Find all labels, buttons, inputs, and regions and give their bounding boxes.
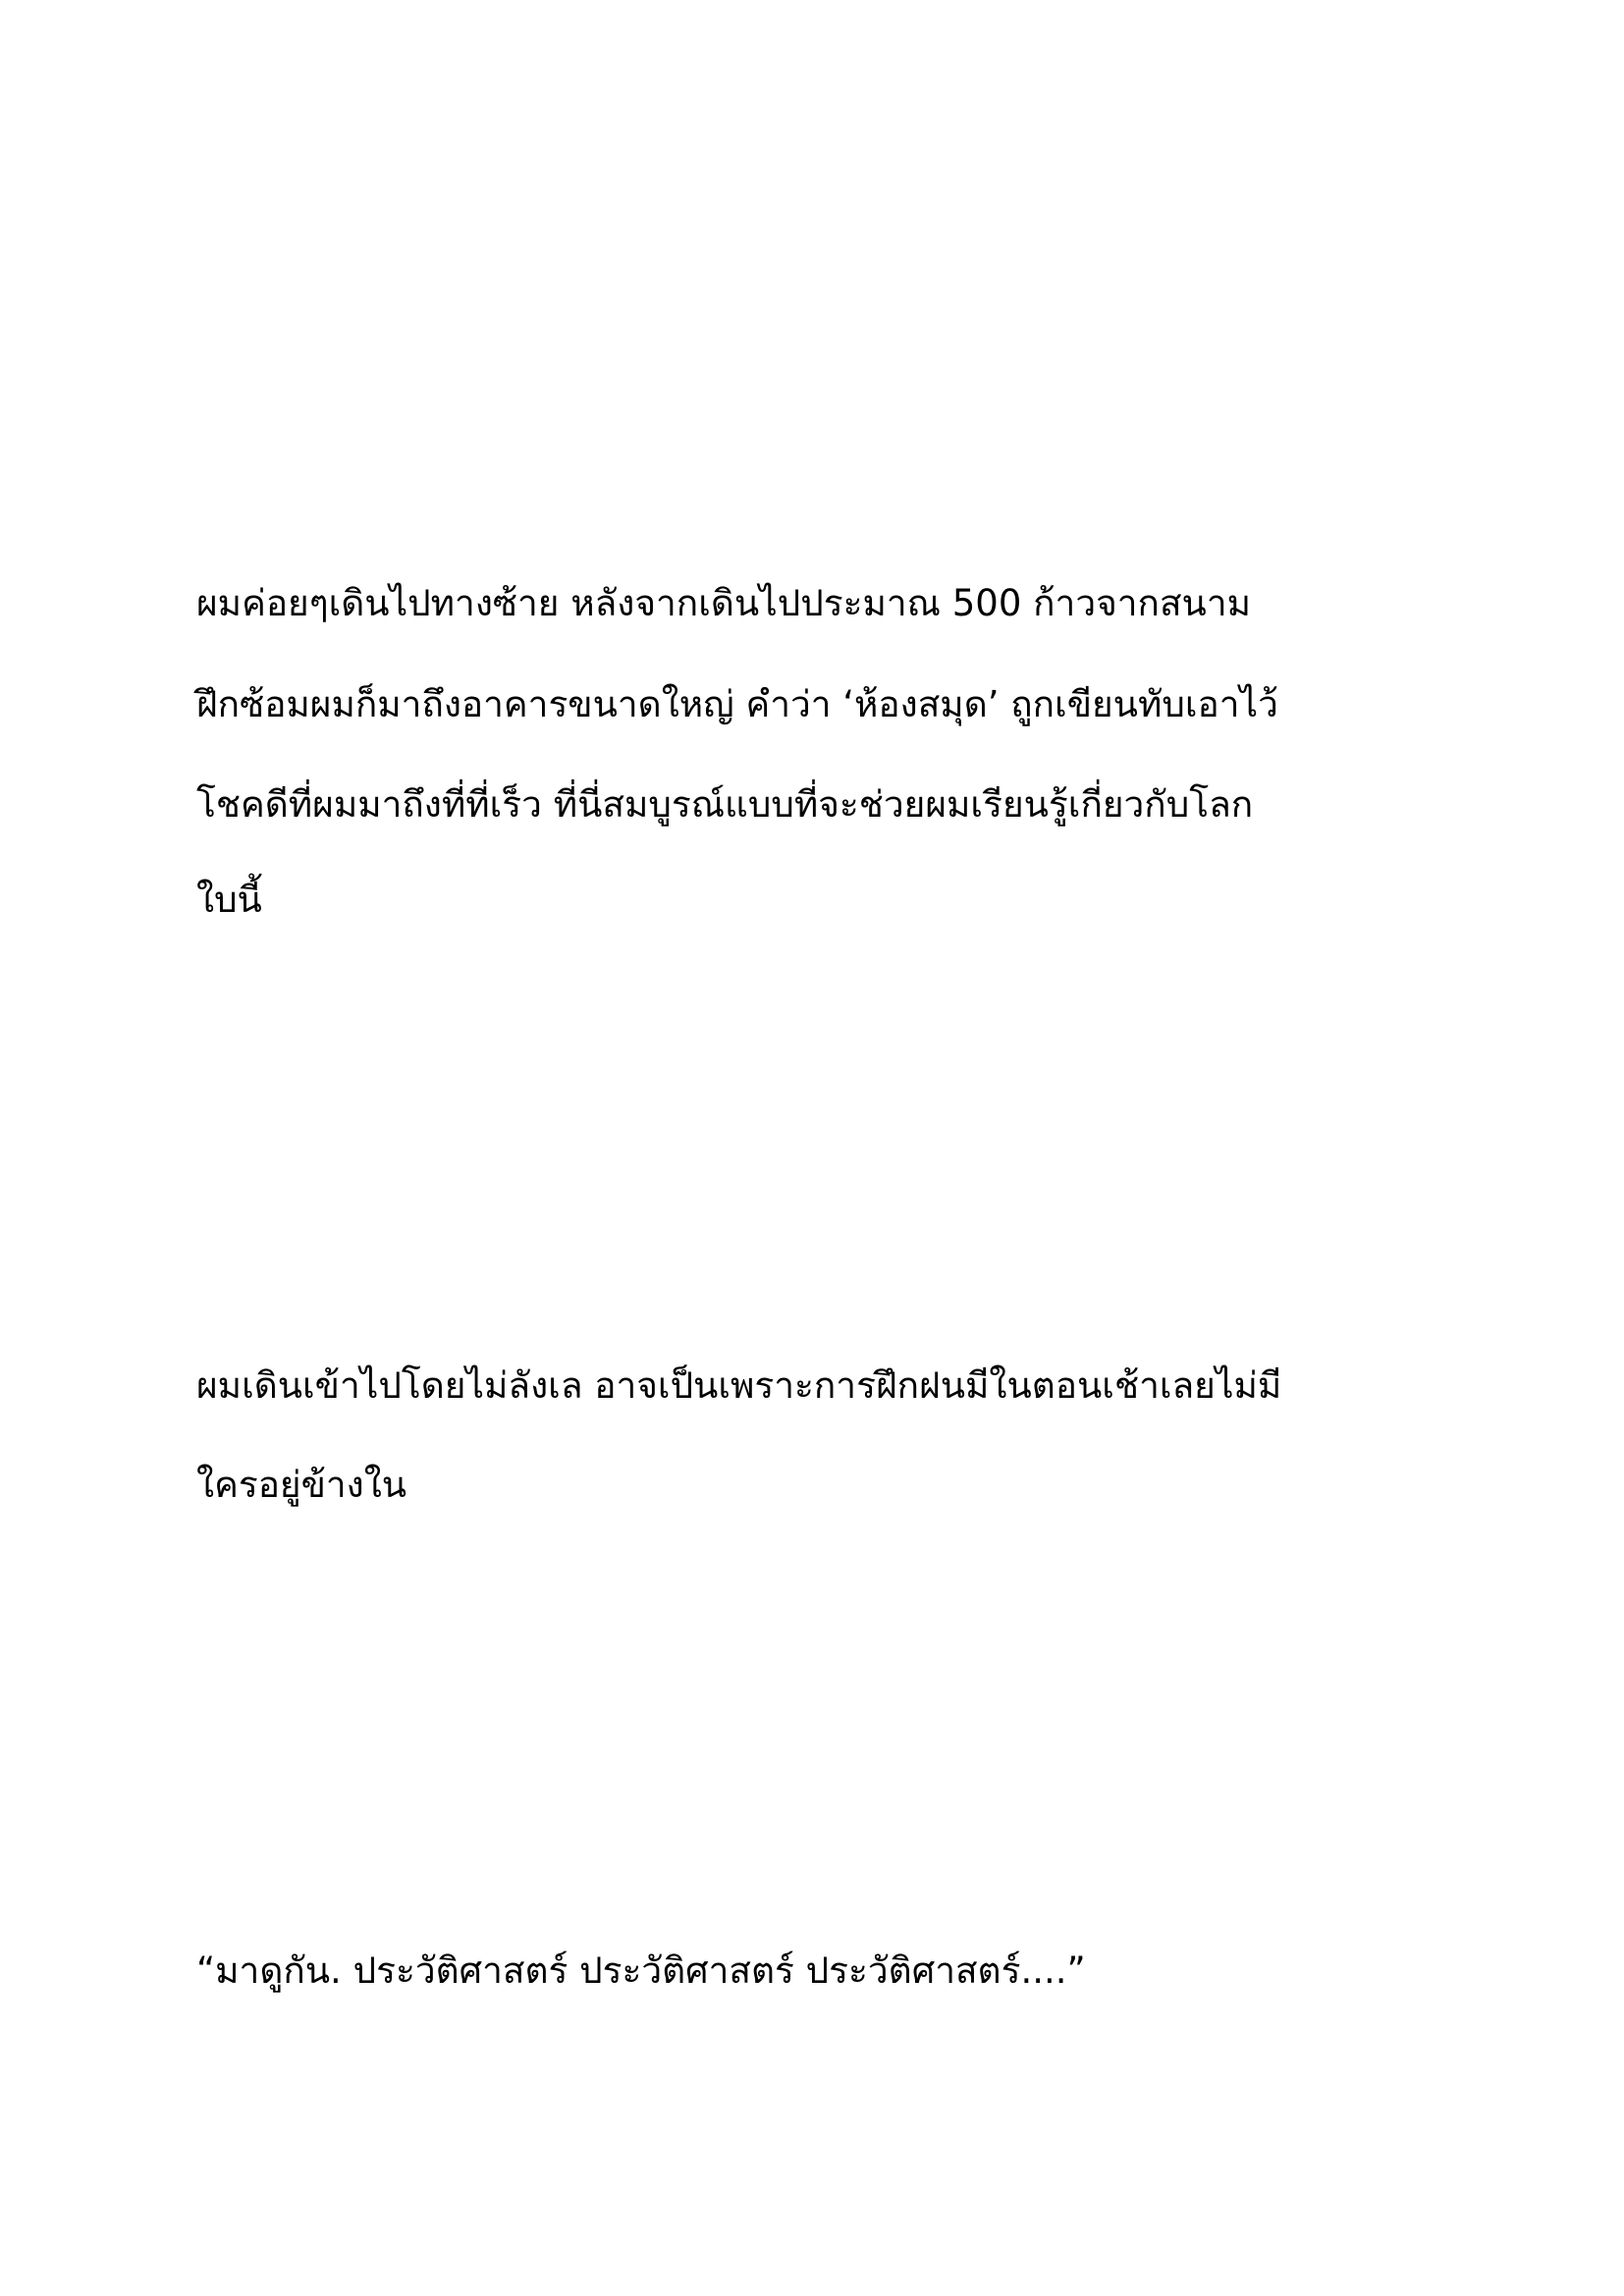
paragraph-line: โชคดีที่ผมมาถึงที่ที่เร็ว ที่นี่สมบูรณ์แบบที่จะช่วยผมเรียนรู้เกี่ยวกับโลก (196, 783, 1254, 826)
paragraph-line: ฝึกซ้อมผมก็มาถึงอาคารขนาดใหญ่ คำว่า ‘ห้องสมุด’ ถูกเขียนทับเอาไว้ (196, 683, 1278, 725)
paragraph-line: ใครอยู่ข้างใน (196, 1464, 407, 1506)
paragraph-line: ใบนี้ (196, 879, 262, 921)
paragraph-line: ผมค่อยๆเดินไปทางซ้าย หลังจากเดินไปประมาณ 500 ก้าวจากสนาม (196, 582, 1251, 624)
paragraph-line: ผมเดินเข้าไปโดยไม่ลังเล อาจเป็นเพราะการฝึกฝนมีในตอนเช้าเลยไม่มี (196, 1364, 1282, 1407)
quote-line: “มาดูกัน. ประวัติศาสตร์ ประวัติศาสตร์ ประวัติศาสตร์....” (196, 1949, 1086, 1992)
